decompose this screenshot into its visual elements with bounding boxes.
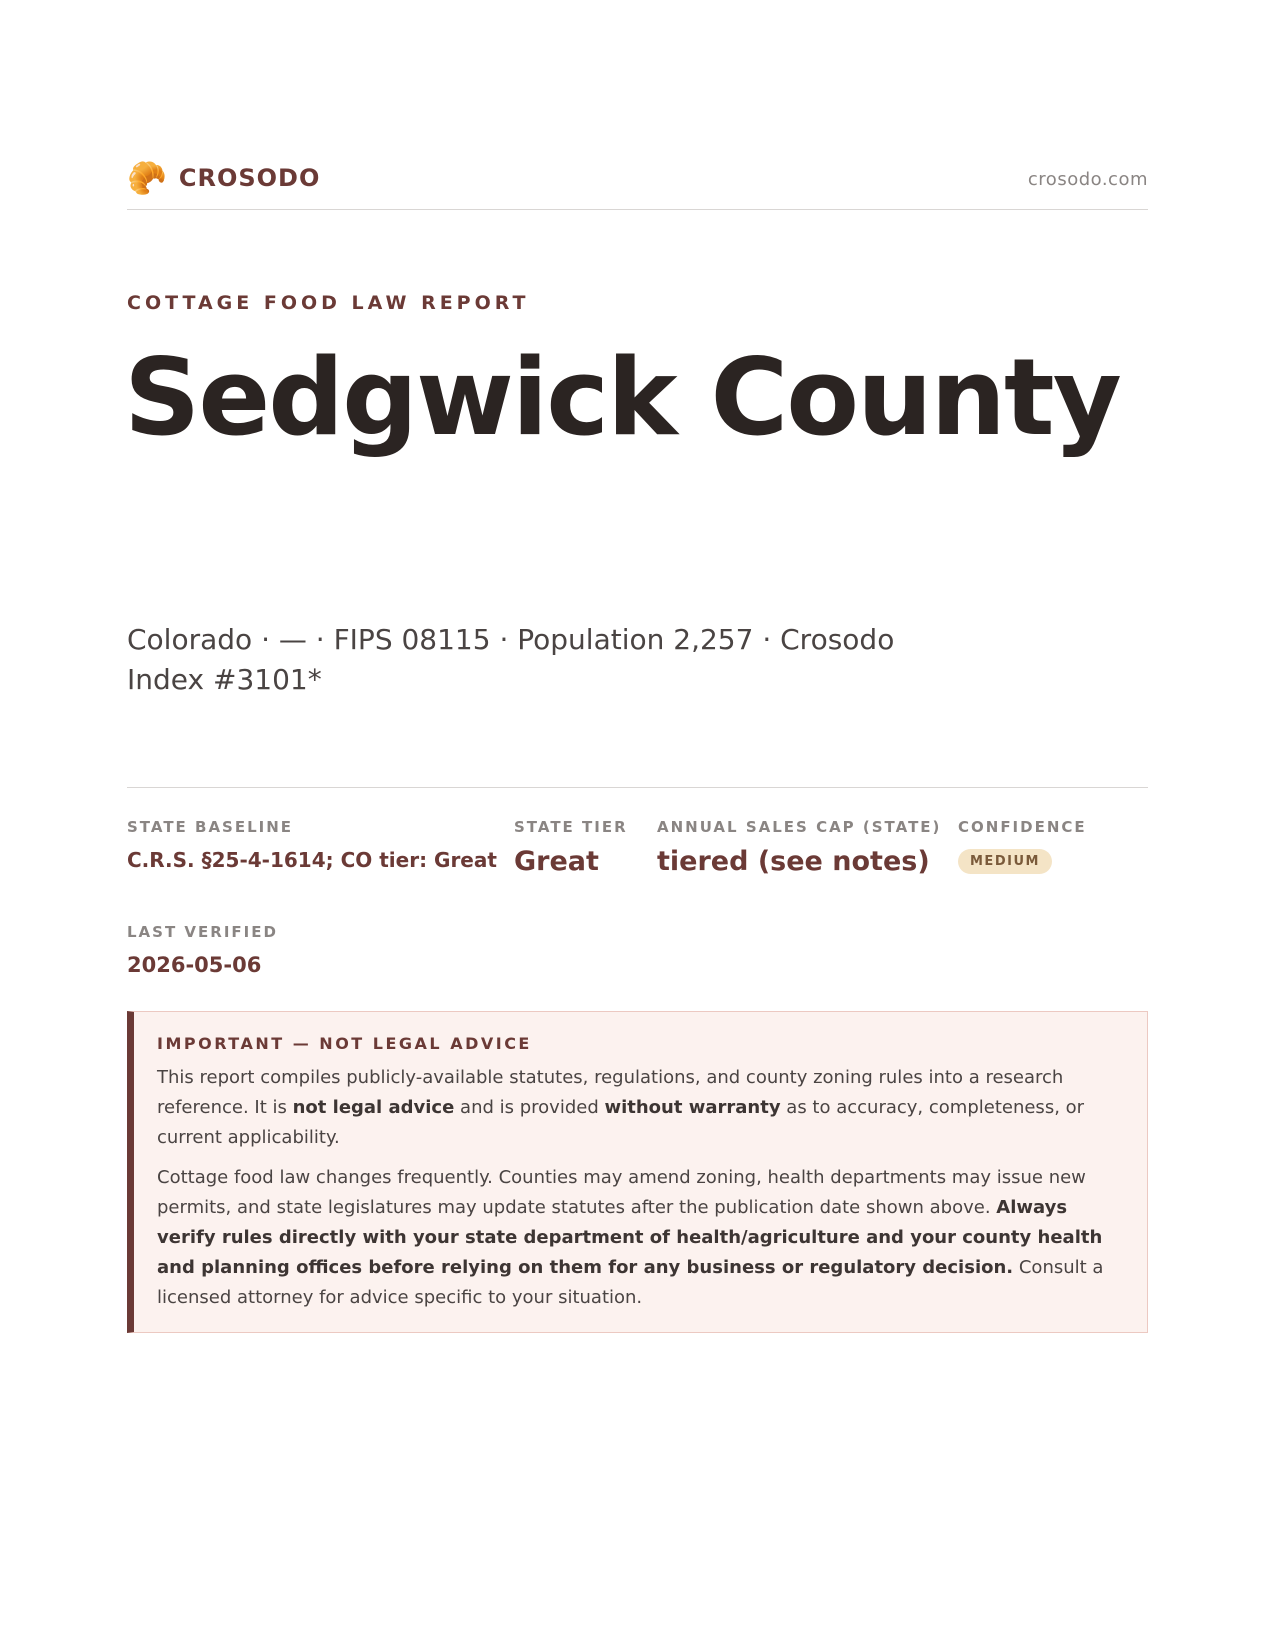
annual-sales-cap-label: ANNUAL SALES CAP (STATE) (657, 818, 942, 836)
disclaimer-text: as to accuracy, completeness, or current applicability. (157, 1097, 1085, 1148)
disclaimer-paragraph-1 (157, 1063, 1123, 1153)
disclaimer-text: Cottage food law changes frequently. Counties may amend zoning, health departments may issue new permits, and state legislatures may update statutes after the publication date shown above. (157, 1167, 1086, 1218)
last-verified-value: 2026-05-06 (127, 953, 262, 977)
disclaimer-emphasis: not legal advice (292, 1097, 455, 1118)
last-verified-label: LAST VERIFIED (127, 923, 278, 941)
state-tier-label: STATE TIER (514, 818, 628, 836)
state-baseline-value: C.R.S. §25-4-1614; CO tier: Great (127, 848, 497, 872)
state-baseline-label: STATE BASELINE (127, 818, 294, 836)
state-tier-value: Great (514, 846, 599, 877)
annual-sales-cap-value: tiered (see notes) (657, 846, 930, 877)
brand (127, 161, 320, 195)
confidence-field (958, 818, 1087, 874)
disclaimer-heading: IMPORTANT — NOT LEGAL ADVICE (157, 1034, 532, 1053)
confidence-label: CONFIDENCE (958, 818, 1087, 836)
confidence-badge: MEDIUM (958, 849, 1052, 874)
annual-sales-cap-field (657, 818, 941, 877)
disclaimer-emphasis: Always verify rules directly with your state department of health/agriculture and your county health and planning offices before relying on them for any business or regulatory decision. (157, 1197, 1103, 1278)
report-eyebrow: COTTAGE FOOD LAW REPORT (127, 292, 530, 314)
disclaimer-text: This report compiles publicly-available statutes, regulations, and county zoning rules into a research reference. It is (157, 1067, 1064, 1118)
state-baseline-field (127, 818, 497, 872)
disclaimer-text: and is provided (454, 1097, 605, 1118)
report-subtitle: Colorado · — · FIPS 08115 · Population 2,257 · Crosodo Index #3101* (127, 623, 895, 696)
disclaimer-emphasis: without warranty (604, 1097, 781, 1118)
disclaimer-text: Consult a licensed attorney for advice specific to your situation. (157, 1257, 1104, 1308)
section-divider (127, 787, 1148, 788)
disclaimer-paragraph-2 (157, 1163, 1123, 1313)
state-tier-field (514, 818, 628, 877)
page-title: Sedgwick County (124, 336, 1120, 459)
croissant-icon: 🥐 (127, 159, 167, 197)
page-header (127, 155, 1148, 210)
legal-disclaimer (127, 1011, 1148, 1333)
site-url: crosodo.com (1027, 169, 1148, 190)
last-verified-field (127, 923, 278, 977)
brand-name: CROSODO (178, 164, 321, 192)
